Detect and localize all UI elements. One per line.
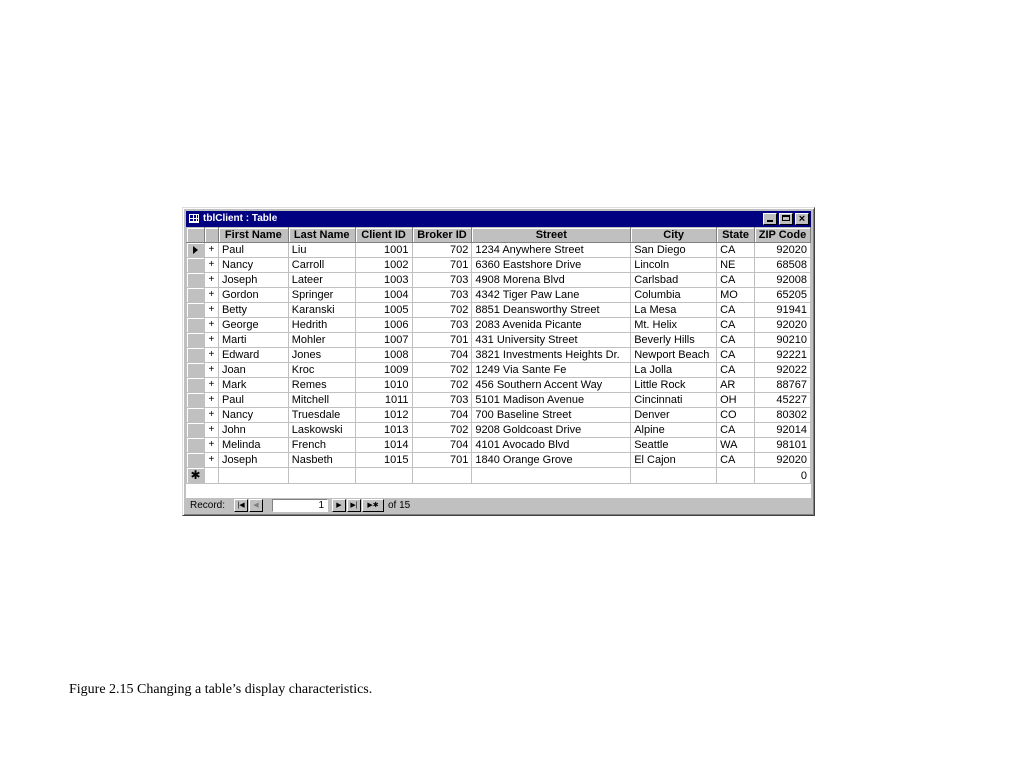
cell-state[interactable]: CO — [717, 408, 755, 423]
cell-zip-code[interactable]: 91941 — [754, 303, 810, 318]
expand-icon[interactable]: + — [204, 363, 218, 378]
table-row[interactable] — [187, 378, 811, 393]
cell-zip-code[interactable]: 92221 — [754, 348, 810, 363]
cell-zip-code[interactable]: 45227 — [754, 393, 810, 408]
cell-empty[interactable] — [412, 468, 472, 484]
record-selector[interactable] — [187, 408, 205, 423]
table-icon — [189, 214, 199, 223]
table-row[interactable] — [187, 273, 811, 288]
cell-client-id[interactable]: 1012 — [355, 408, 412, 423]
expand-icon[interactable]: + — [204, 408, 218, 423]
cell-state[interactable]: CA — [717, 273, 755, 288]
cell-state[interactable]: MO — [717, 288, 755, 303]
cell-last-name[interactable]: Jones — [288, 348, 355, 363]
cell-last-name[interactable]: Carroll — [288, 258, 355, 273]
cell-first-name[interactable]: Joseph — [218, 453, 288, 468]
record-selector[interactable] — [187, 378, 205, 393]
cell-street[interactable]: 9208 Goldcoast Drive — [472, 423, 631, 438]
cell-last-name[interactable]: Mitchell — [288, 393, 355, 408]
table-row[interactable] — [187, 423, 811, 438]
cell-state[interactable]: CA — [717, 423, 755, 438]
cell-zip-code[interactable]: 80302 — [754, 408, 810, 423]
cell-broker-id[interactable]: 702 — [412, 363, 472, 378]
cell-first-name[interactable]: Nancy — [218, 408, 288, 423]
expand-icon[interactable]: + — [204, 348, 218, 363]
cell-state[interactable]: CA — [717, 453, 755, 468]
cell-first-name[interactable]: Edward — [218, 348, 288, 363]
cell-city[interactable]: La Mesa — [631, 303, 717, 318]
expand-icon[interactable]: + — [204, 258, 218, 273]
column-header-zip-code[interactable]: ZIP Code — [754, 228, 810, 243]
cell-last-name[interactable]: Lateer — [288, 273, 355, 288]
cell-first-name[interactable]: Melinda — [218, 438, 288, 453]
record-selector[interactable] — [187, 363, 205, 378]
cell-state[interactable]: AR — [717, 378, 755, 393]
cell-first-name[interactable]: Mark — [218, 378, 288, 393]
record-selector[interactable] — [187, 318, 205, 333]
client-table — [186, 227, 811, 484]
cell-street[interactable]: 3821 Investments Heights Dr. — [472, 348, 631, 363]
record-selector[interactable] — [187, 303, 205, 318]
column-header-broker-id[interactable]: Broker ID — [412, 228, 472, 243]
cell-first-name[interactable]: Betty — [218, 303, 288, 318]
column-header-state[interactable]: State — [717, 228, 755, 243]
cell-first-name[interactable]: Nancy — [218, 258, 288, 273]
table-row[interactable] — [187, 408, 811, 423]
title-bar[interactable] — [186, 211, 811, 227]
cell-first-name[interactable]: Paul — [218, 393, 288, 408]
cell-last-name[interactable]: French — [288, 438, 355, 453]
cell-first-name[interactable]: John — [218, 423, 288, 438]
cell-client-id[interactable]: 1007 — [355, 333, 412, 348]
expand-icon[interactable]: + — [204, 393, 218, 408]
table-row[interactable] — [187, 333, 811, 348]
record-selector[interactable] — [187, 348, 205, 363]
cell-state[interactable]: CA — [717, 318, 755, 333]
table-row[interactable] — [187, 258, 811, 273]
cell-state[interactable]: NE — [717, 258, 755, 273]
column-header-first-name[interactable]: First Name — [218, 228, 288, 243]
column-header-client-id[interactable]: Client ID — [355, 228, 412, 243]
cell-zip-code[interactable]: 65205 — [754, 288, 810, 303]
cell-client-id[interactable]: 1008 — [355, 348, 412, 363]
cell-zip-code[interactable]: 98101 — [754, 438, 810, 453]
cell-last-name[interactable]: Laskowski — [288, 423, 355, 438]
cell-last-name[interactable]: Nasbeth — [288, 453, 355, 468]
cell-street[interactable]: 456 Southern Accent Way — [472, 378, 631, 393]
expand-icon[interactable]: + — [204, 378, 218, 393]
cell-client-id[interactable]: 1006 — [355, 318, 412, 333]
header-row — [187, 228, 811, 243]
first-record-button[interactable] — [234, 499, 248, 512]
datasheet-grid — [186, 227, 811, 498]
cell-state[interactable]: CA — [717, 333, 755, 348]
cell-city[interactable]: Mt. Helix — [631, 318, 717, 333]
cell-city[interactable]: Seattle — [631, 438, 717, 453]
select-all-corner[interactable] — [187, 228, 205, 243]
cell-client-id[interactable]: 1015 — [355, 453, 412, 468]
close-button[interactable] — [795, 213, 809, 225]
cell-broker-id[interactable]: 703 — [412, 393, 472, 408]
table-row[interactable] — [187, 288, 811, 303]
next-record-icon: ▶ — [336, 502, 342, 509]
cell-empty[interactable] — [218, 468, 288, 484]
cell-last-name[interactable]: Springer — [288, 288, 355, 303]
cell-last-name[interactable]: Hedrith — [288, 318, 355, 333]
record-selector[interactable] — [187, 393, 205, 408]
record-selector[interactable] — [187, 453, 205, 468]
cell-street[interactable]: 2083 Avenida Picante — [472, 318, 631, 333]
table-row[interactable] — [187, 243, 811, 258]
expand-icon[interactable]: + — [204, 438, 218, 453]
expand-icon[interactable]: + — [204, 423, 218, 438]
table-row[interactable] — [187, 453, 811, 468]
cell-street[interactable]: 700 Baseline Street — [472, 408, 631, 423]
cell-last-name[interactable]: Liu — [288, 243, 355, 258]
expand-icon[interactable]: + — [204, 243, 218, 258]
record-selector[interactable] — [187, 438, 205, 453]
cell-broker-id[interactable]: 704 — [412, 408, 472, 423]
cell-zip-code[interactable]: 92008 — [754, 273, 810, 288]
record-selector[interactable] — [187, 333, 205, 348]
cell-state[interactable]: WA — [717, 438, 755, 453]
cell-first-name[interactable]: Paul — [218, 243, 288, 258]
cell-broker-id[interactable]: 701 — [412, 453, 472, 468]
cell-street[interactable]: 1840 Orange Grove — [472, 453, 631, 468]
cell-city[interactable]: Columbia — [631, 288, 717, 303]
cell-city[interactable]: Newport Beach — [631, 348, 717, 363]
cell-zip-code[interactable]: 92020 — [754, 243, 810, 258]
record-count: of 15 — [388, 500, 411, 511]
cell-zip-code[interactable]: 88767 — [754, 378, 810, 393]
cell-state[interactable]: CA — [717, 303, 755, 318]
cell-client-id[interactable]: 1010 — [355, 378, 412, 393]
cell-last-name[interactable]: Kroc — [288, 363, 355, 378]
table-row[interactable] — [187, 438, 811, 453]
last-record-icon: ▶| — [350, 502, 358, 509]
cell-broker-id[interactable]: 701 — [412, 258, 472, 273]
cell-empty[interactable] — [717, 468, 755, 484]
expand-icon[interactable]: + — [204, 318, 218, 333]
cell-first-name[interactable]: Joseph — [218, 273, 288, 288]
cell-state[interactable]: CA — [717, 243, 755, 258]
cell-broker-id[interactable]: 702 — [412, 243, 472, 258]
figure-caption: Figure 2.15 Changing a table’s display characteristics. — [69, 682, 373, 697]
record-selector[interactable] — [187, 468, 205, 484]
cell-last-name[interactable]: Mohler — [288, 333, 355, 348]
cell-city[interactable]: La Jolla — [631, 363, 717, 378]
record-selector[interactable] — [187, 288, 205, 303]
cell-client-id[interactable]: 1005 — [355, 303, 412, 318]
cell-city[interactable]: Cincinnati — [631, 393, 717, 408]
cell-state[interactable]: OH — [717, 393, 755, 408]
record-selector[interactable] — [187, 273, 205, 288]
expand-icon[interactable]: + — [204, 273, 218, 288]
cell-city[interactable]: Carlsbad — [631, 273, 717, 288]
previous-record-button[interactable] — [249, 499, 263, 512]
cell-city[interactable]: Denver — [631, 408, 717, 423]
maximize-button[interactable] — [779, 213, 793, 225]
cell-street[interactable]: 5101 Madison Avenue — [472, 393, 631, 408]
cell-first-name[interactable]: Gordon — [218, 288, 288, 303]
cell-first-name[interactable]: George — [218, 318, 288, 333]
expand-icon[interactable]: + — [204, 303, 218, 318]
new-record-row[interactable] — [187, 468, 811, 484]
cell-zip-code[interactable]: 90210 — [754, 333, 810, 348]
cell-last-name[interactable]: Truesdale — [288, 408, 355, 423]
cell-street[interactable]: 6360 Eastshore Drive — [472, 258, 631, 273]
expand-icon[interactable]: + — [204, 333, 218, 348]
first-record-icon: |◀ — [237, 502, 245, 509]
current-record-field[interactable]: 1 — [272, 499, 328, 512]
cell-street[interactable]: 4908 Morena Blvd — [472, 273, 631, 288]
cell-zip-code[interactable]: 92020 — [754, 318, 810, 333]
window-title: tblClient : Table — [203, 213, 278, 224]
cell-city[interactable]: Alpine — [631, 423, 717, 438]
cell-empty[interactable] — [472, 468, 631, 484]
cell-city[interactable]: Little Rock — [631, 378, 717, 393]
cell-street[interactable]: 8851 Deansworthy Street — [472, 303, 631, 318]
cell-city[interactable]: Lincoln — [631, 258, 717, 273]
cell-last-name[interactable]: Remes — [288, 378, 355, 393]
cell-broker-id[interactable]: 703 — [412, 273, 472, 288]
cell-street[interactable]: 1249 Via Sante Fe — [472, 363, 631, 378]
cell-empty[interactable] — [355, 468, 412, 484]
cell-zip-code[interactable]: 92022 — [754, 363, 810, 378]
last-record-button[interactable] — [347, 499, 361, 512]
cell-last-name[interactable]: Karanski — [288, 303, 355, 318]
cell-client-id[interactable]: 1002 — [355, 258, 412, 273]
cell-broker-id[interactable]: 704 — [412, 348, 472, 363]
close-icon: × — [798, 213, 806, 225]
cell-broker-id[interactable]: 702 — [412, 378, 472, 393]
column-header-last-name[interactable]: Last Name — [288, 228, 355, 243]
cell-broker-id[interactable]: 702 — [412, 423, 472, 438]
cell-client-id[interactable]: 1013 — [355, 423, 412, 438]
table-row[interactable] — [187, 363, 811, 378]
record-selector[interactable] — [187, 423, 205, 438]
table-row[interactable] — [187, 348, 811, 363]
cell-empty[interactable] — [631, 468, 717, 484]
column-header-street[interactable]: Street — [472, 228, 631, 243]
expand-cell[interactable] — [204, 468, 218, 484]
cell-city[interactable]: San Diego — [631, 243, 717, 258]
cell-zip-code[interactable]: 92014 — [754, 423, 810, 438]
table-row[interactable] — [187, 318, 811, 333]
cell-broker-id[interactable]: 701 — [412, 333, 472, 348]
cell-city[interactable]: Beverly Hills — [631, 333, 717, 348]
table-row[interactable] — [187, 303, 811, 318]
minimize-button[interactable] — [763, 213, 777, 225]
cell-client-id[interactable]: 1011 — [355, 393, 412, 408]
new-record-icon: ✱ — [190, 468, 201, 482]
cell-client-id[interactable]: 1009 — [355, 363, 412, 378]
cell-broker-id[interactable]: 702 — [412, 303, 472, 318]
cell-zip-code[interactable]: 92020 — [754, 453, 810, 468]
cell-street[interactable]: 4101 Avocado Blvd — [472, 438, 631, 453]
cell-first-name[interactable]: Marti — [218, 333, 288, 348]
cell-zip-code[interactable]: 0 — [754, 468, 810, 484]
cell-client-id[interactable]: 1014 — [355, 438, 412, 453]
cell-client-id[interactable]: 1003 — [355, 273, 412, 288]
record-label: Record: — [190, 500, 226, 511]
cell-state[interactable]: CA — [717, 348, 755, 363]
record-selector[interactable] — [187, 243, 205, 258]
new-record-icon: ▶✱ — [367, 502, 379, 509]
cell-broker-id[interactable]: 703 — [412, 318, 472, 333]
cell-client-id[interactable]: 1004 — [355, 288, 412, 303]
cell-street[interactable]: 4342 Tiger Paw Lane — [472, 288, 631, 303]
cell-state[interactable]: CA — [717, 363, 755, 378]
cell-broker-id[interactable]: 703 — [412, 288, 472, 303]
record-navigation-bar — [186, 499, 811, 513]
record-selector[interactable] — [187, 258, 205, 273]
expand-column-header — [204, 228, 218, 243]
table-row[interactable] — [187, 393, 811, 408]
cell-first-name[interactable]: Joan — [218, 363, 288, 378]
next-record-button[interactable] — [332, 499, 346, 512]
cell-street[interactable]: 431 University Street — [472, 333, 631, 348]
previous-record-icon: ◀ — [253, 502, 259, 509]
new-record-button[interactable] — [362, 499, 384, 512]
table-window — [182, 207, 815, 516]
expand-icon[interactable]: + — [204, 453, 218, 468]
cell-city[interactable]: El Cajon — [631, 453, 717, 468]
expand-icon[interactable]: + — [204, 288, 218, 303]
cell-zip-code[interactable]: 68508 — [754, 258, 810, 273]
column-header-city[interactable]: City — [631, 228, 717, 243]
cell-client-id[interactable]: 1001 — [355, 243, 412, 258]
current-record-icon — [193, 246, 198, 254]
cell-empty[interactable] — [288, 468, 355, 484]
cell-broker-id[interactable]: 704 — [412, 438, 472, 453]
cell-street[interactable]: 1234 Anywhere Street — [472, 243, 631, 258]
